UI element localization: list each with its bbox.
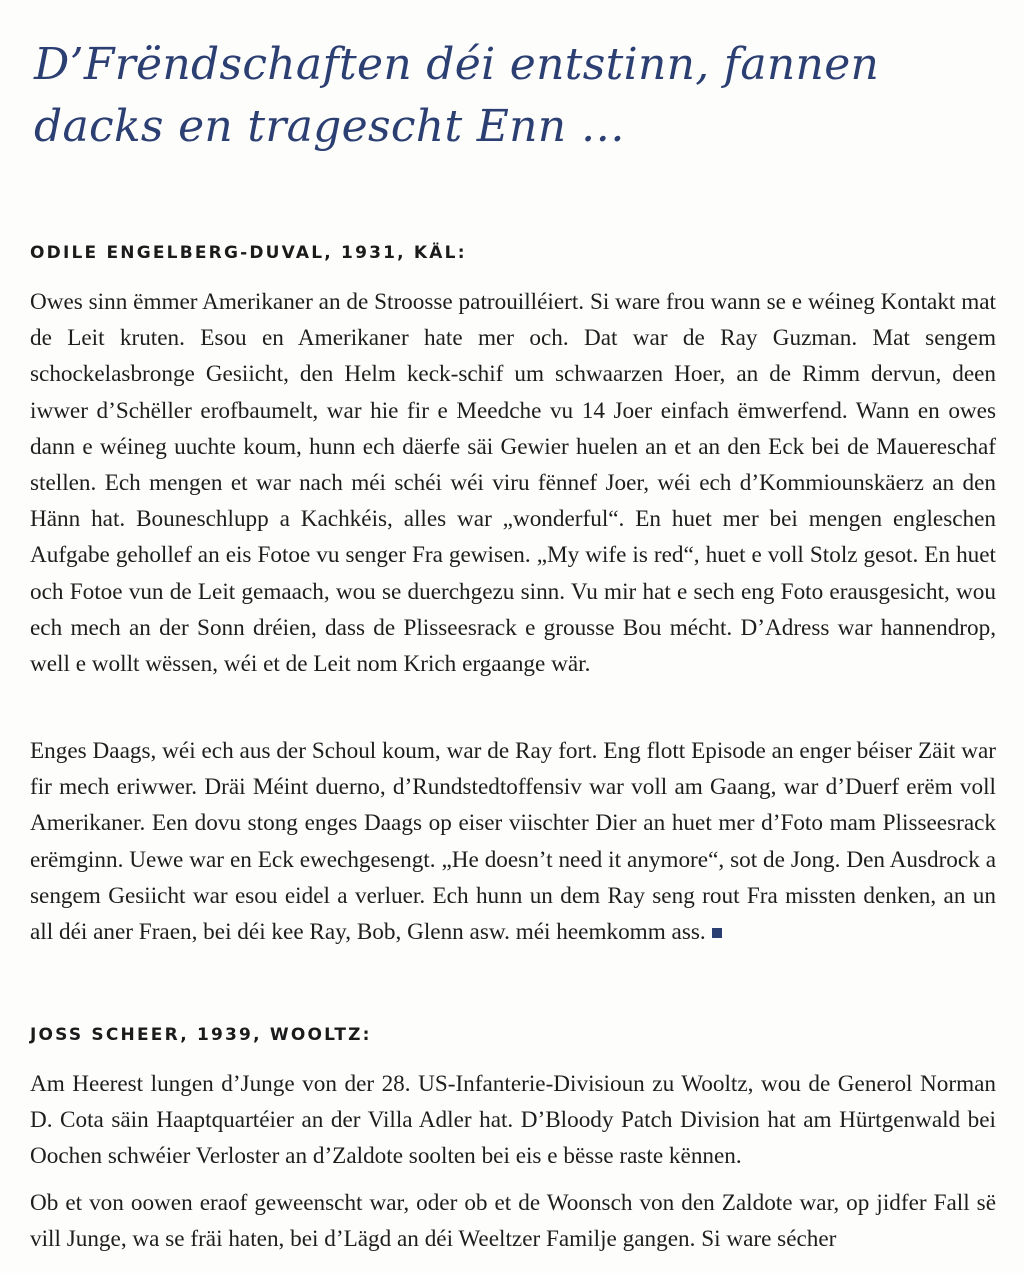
section-heading-joss: JOSS SCHEER, 1939, WOOLTZ: — [30, 1025, 372, 1045]
paragraph-odile-2-text: Enges Daags, wéi ech aus der Schoul koum, war de Ray fort. Eng flott Episode an enger béiser Zäit war fir mech eriwwer. Dräi Méint duerno, d’Rundstedtoffensiv war voll am Gaang, war d’Duerf erëm voll Amerikaner. Een dovu stong enges Daags op eiser viischter Dier an huet mer d’Foto mam Plisseesrack erëmginn. Uewe war en Eck ewechgesengt. „He doesn’t need it anymore“, sot de Jong. Den Ausdrock a sengem Gesiicht war esou eidel a verluer. Ech hunn un dem Ray seng rout Fra missten denken, an un all déi aner Fraen, bei déi kee Ray, Bob, Glenn asw. méi heemkomm ass. — [30, 738, 996, 946]
page-title: D’Frëndschaften déi entstinn, fannen dacks en tragescht Enn … — [34, 39, 880, 152]
end-of-article-mark — [712, 928, 722, 938]
paragraph-joss-2: Ob et von oowen eraof geweenscht war, oder ob et de Woonsch von den Zaldote war, op jidfer Fall së vill Junge, wa se fräi haten, bei d’Lägd an déi Weeltzer Familje gangen. Si ware sécher — [30, 1190, 996, 1253]
paragraph-odile-1: Owes sinn ëmmer Amerikaner an de Stroosse patrouilléiert. Si ware frou wann se e wéineg Kontakt mat de Leit kruten. Esou en Amerikaner hate mer och. Dat war de Ray Guzman. Mat sengem schockelasbronge Gesiicht, den Helm keck-schif um schwaarzen Hoer, an de Rimm dervun, deen iwwer d’Schëller erofbaumelt, war hie fir e Meedche vu 14 Joer einfach ëmwerfend. Wann en owes dann e wéineg uuchte koum, hunn ech däerfe säi Gewier huelen an et an den Eck bei de Mauereschaf stellen. Ech mengen et war nach méi schéi wéi viru fënnef Joer, wéi ech d’Kommiounskäerz an den Hänn hat. Bouneschlupp a Kachkéis, alles war „wonderful“. En huet mer bei mengen engleschen Aufgabe gehollef an eis Fotoe vu senger Fra gewisen. „My wife is red“, huet e voll Stolz gesot. En huet och Fotoe vun de Leit gemaach, wou se duerchgezu sinn. Vu mir hat e sech eng Foto erausgesicht, wou ech mech an der Sonn dréien, dass de Plisseesrack e grousse Bou mécht. D’Adress war hannendrop, well e wollt wëssen, wéi et de Leit nom Krich ergaange wär. — [30, 289, 996, 678]
paragraph-joss-1: Am Heerest lungen d’Junge von der 28. US-Infanterie-Divisioun zu Wooltz, wou de Generol Norman D. Cota säin Haaptquartéier an der Villa Adler hat. D’Bloody Patch Division hat am Hürtgenwald bei Oochen schwéier Verloster an d’Zaldote soolten bei eis e bësse raste kënnen. — [30, 1071, 996, 1170]
section-heading-odile: ODILE ENGELBERG-DUVAL, 1931, KÄL: — [30, 243, 467, 263]
paragraph-odile-2 — [30, 733, 996, 950]
